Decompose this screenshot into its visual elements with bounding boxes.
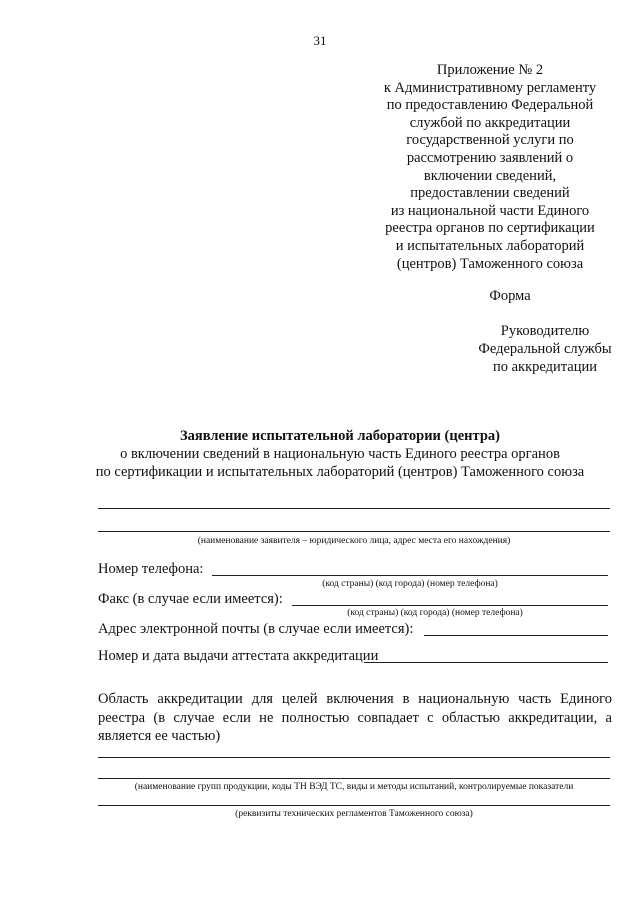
- appendix-line: по предоставлению Федеральной: [386, 97, 594, 114]
- scope-products-line[interactable]: [98, 778, 610, 779]
- appendix-line: к Административному регламенту: [383, 79, 597, 96]
- appendix-line: службой по аккредитации: [409, 114, 571, 131]
- phone-caption: (код страны) (код города) (номер телефона): [322, 579, 498, 589]
- title-heading: Заявление испытательной лаборатории (центра): [180, 428, 500, 444]
- appendix-header: [355, 62, 625, 273]
- form-label: Форма: [489, 288, 531, 304]
- appendix-line: предоставлении сведений: [410, 185, 570, 202]
- appendix-line: (центров) Таможенного союза: [396, 255, 584, 272]
- email-label: Адрес электронной почты (в случае если имеется):: [98, 621, 414, 637]
- appendix-line: рассмотрению заявлений о: [406, 149, 574, 166]
- addressee-line: Руководителю: [500, 323, 590, 339]
- applicant-name-line[interactable]: [98, 508, 610, 509]
- fax-caption: (код страны) (код города) (номер телефона): [347, 608, 523, 618]
- phone-label: Номер телефона:: [98, 561, 204, 577]
- fax-field-line[interactable]: [292, 605, 608, 606]
- appendix-line: включении сведений,: [423, 167, 557, 184]
- scope-caption-regulations: (реквизиты технических регламентов Таможенного союза): [235, 809, 473, 819]
- fax-label: Факс (в случае если имеется):: [98, 591, 283, 607]
- title-line: о включении сведений в национальную часть Единого реестра органов: [120, 446, 560, 462]
- appendix-line: и испытательных лабораторий: [395, 237, 585, 254]
- addressee-line: Федеральной службы: [478, 341, 612, 357]
- email-field-line[interactable]: [424, 635, 608, 636]
- appendix-line: Приложение № 2: [436, 62, 544, 78]
- page-number: 31: [313, 33, 327, 48]
- document-title: [80, 427, 600, 481]
- scope-field-line[interactable]: [98, 757, 610, 758]
- addressee: [445, 322, 640, 376]
- appendix-line: реестра органов по сертификации: [385, 220, 595, 237]
- appendix-line: из национальной части Единого: [390, 202, 590, 219]
- scope-regulations-line[interactable]: [98, 805, 610, 806]
- certificate-field-line[interactable]: [364, 662, 608, 663]
- phone-field-line[interactable]: [212, 575, 608, 576]
- applicant-address-line[interactable]: [98, 531, 610, 532]
- title-line: по сертификации и испытательных лабораторий (центров) Таможенного союза: [95, 464, 585, 480]
- certificate-label: Номер и дата выдачи аттестата аккредитации: [98, 648, 379, 664]
- applicant-caption: (наименование заявителя – юридического лица, адрес места его нахождения): [197, 536, 511, 546]
- scope-caption-products: (наименование групп продукции, коды ТН ВЭД ТС, виды и методы испытаний, контролируемые показатели: [134, 782, 574, 792]
- addressee-line: по аккредитации: [492, 359, 598, 375]
- appendix-line: государственной услуги по: [406, 132, 574, 149]
- scope-paragraph: Область аккредитации для целей включения в национальную часть Единого реестра (в случае если не полностью совпадает с областью аккредитации, а является ее частью): [98, 691, 612, 744]
